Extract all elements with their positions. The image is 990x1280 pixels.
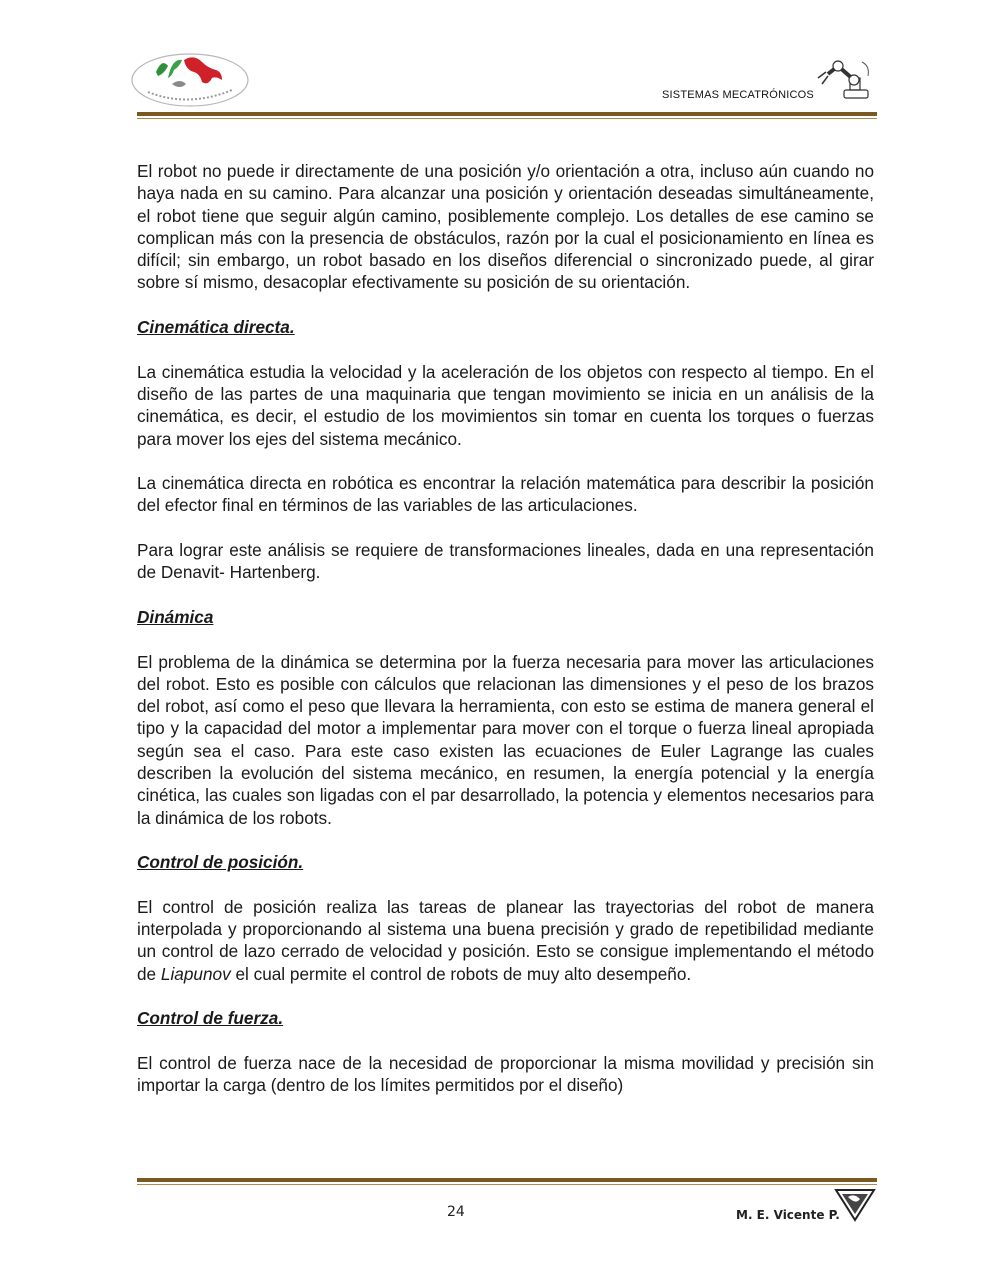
heading-control-fuerza: Control de fuerza. — [137, 1008, 284, 1029]
paragraph-control-posicion-part1: El control de posición realiza las tareas de planear las trayectorias del robot de manera interpolada y proporcionando al sistema una buena precisión y grado de repetibilidad mediante un control de lazo cerrado de velocidad y posición. Esto se consigue implementando el método de — [137, 896, 874, 984]
document-header-title: SISTEMAS MECATRÓNICOS — [662, 89, 814, 101]
page-body — [137, 160, 874, 1096]
paragraph-denavit-hartenberg: Para lograr este análisis se requiere de transformaciones lineales, dada en una representación de Denavit- Hartenberg. — [137, 540, 874, 583]
paragraph-control-posicion-part2: el cual permite el control de robots de muy alto desempeño. — [230, 963, 692, 984]
footer-rule — [137, 1178, 877, 1185]
heading-cinematica-directa: Cinemática directa. — [137, 317, 295, 338]
paragraph-robot-path: El robot no puede ir directamente de una posición y/o orientación a otra, incluso aún cuando no haya nada en su camino. Para alcanzar una posición y orientación deseadas simultáneamente, el robot tiene que seguir algún camino, posiblemente complejo. Los detalles de ese camino se complican más con la presencia de obstáculos, razón por la cual el posicionamiento en línea es difícil; sin embargo, un robot basado en los diseños diferencial o sincronizado puede, al girar sobre sí mismo, desacoplar efectivamente su posición de su orientación. — [137, 161, 874, 293]
footer-author: M. E. Vicente P. — [736, 1208, 840, 1222]
heading-control-posicion: Control de posición. — [137, 852, 304, 873]
paragraph-control-posicion — [137, 896, 874, 985]
robot-arm-icon — [814, 56, 876, 106]
paragraph-control-fuerza: El control de fuerza nace de la necesidad de proporcionar la misma movilidad y precisión sin importar la carga (dentro de los límites permitidos por el diseño) — [137, 1052, 874, 1096]
heading-dinamica: Dinámica — [137, 606, 214, 627]
paragraph-dinamica: El problema de la dinámica se determina por la fuerza necesaria para mover las articulaciones del robot. Esto es posible con cálculos que relacionan las dimensiones y el peso de los brazos del robot, así como el peso que llevara la herramienta, con esto se estima de manera general el tipo y la capacidad del motor a implementar para mover con el torque o fuerza lineal apropiada según sea el caso. Para este caso existen las ecuaciones de Euler Lagrange las cuales describen la evolución del sistema mecánico, en resumen, la energía potencial y la energía cinética, las cuales son ligadas con el par desarrollado, la potencia y elementos necesarios para la dinámica de los robots. — [137, 651, 874, 828]
institution-emblem-icon — [834, 1188, 876, 1222]
paragraph-cinematica-directa: La cinemática directa en robótica es encontrar la relación matemática para describir la posición del efector final en términos de las variables de las articulaciones. — [137, 473, 874, 516]
header-rule — [137, 112, 877, 119]
mexico-map-logo-icon — [128, 44, 252, 110]
paragraph-cinematica: La cinemática estudia la velocidad y la aceleración de los objetos con respecto al tiempo. En el diseño de las partes de una maquinaria que tengan movimiento se inicia en un análisis de la cinemática, es decir, el estudio de los movimientos sin tomar en cuenta los torques o fuerzas para mover los ejes del sistema mecánico. — [137, 361, 874, 449]
liapunov-term: Liapunov — [160, 963, 231, 984]
page-number: 24 — [447, 1204, 465, 1220]
